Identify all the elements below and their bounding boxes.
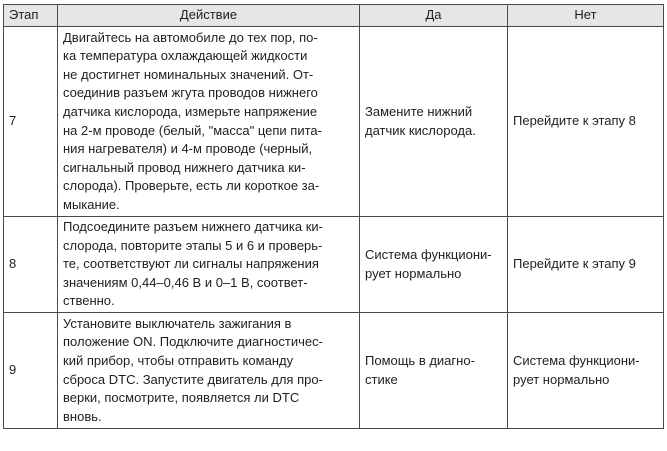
action-cell xyxy=(58,27,360,217)
no-cell xyxy=(508,27,664,217)
yes-cell xyxy=(360,217,508,313)
step-cell: 7 xyxy=(4,27,58,217)
action-line: кий прибор, чтобы отправить команду xyxy=(63,352,294,368)
action-line: верки, посмотрите, появляется ли DTC xyxy=(63,390,300,406)
action-line: Двигайтесь на автомобиле до тех пор, по- xyxy=(63,29,318,45)
header-action: Действие xyxy=(58,5,360,27)
no-line: Перейдите к этапу 9 xyxy=(513,256,636,272)
yes-line: Система функциони- xyxy=(365,246,492,262)
action-cell xyxy=(58,313,360,429)
table-row xyxy=(4,27,664,217)
action-line: ственно. xyxy=(63,293,115,309)
action-line: не достигнет номинальных значений. От- xyxy=(63,66,314,82)
no-line: рует нормально xyxy=(513,371,610,387)
action-line: слорода). Проверьте, есть ли короткое за- xyxy=(63,178,320,194)
yes-line: рует нормально xyxy=(365,265,462,281)
action-line: те, соответствуют ли сигналы напряжения xyxy=(63,256,319,272)
yes-line: Замените нижний xyxy=(365,103,473,119)
action-line: Установите выключатель зажигания в xyxy=(63,315,292,331)
yes-line: Помощь в диагно- xyxy=(365,352,475,368)
action-line: ка температура охлаждающей жидкости xyxy=(63,48,308,64)
action-line: положение ON. Подключите диагностичес- xyxy=(63,334,323,350)
no-cell xyxy=(508,217,664,313)
action-line: ния нагревателя) и 4-м проводе (черный, xyxy=(63,141,313,157)
action-line: мыкание. xyxy=(63,196,120,212)
yes-line: датчик кислорода. xyxy=(365,122,476,138)
header-step: Этап xyxy=(4,5,58,27)
action-line: на 2-м проводе (белый, "масса" цепи пита- xyxy=(63,122,322,138)
no-cell xyxy=(508,313,664,429)
yes-line: стике xyxy=(365,371,398,387)
header-yes: Да xyxy=(360,5,508,27)
action-line: соединив разъем жгута проводов нижнего xyxy=(63,85,318,101)
action-line: сигнальный провод нижнего датчика ки- xyxy=(63,159,306,175)
no-line: Система функциони- xyxy=(513,352,640,368)
action-cell xyxy=(58,217,360,313)
header-no: Нет xyxy=(508,5,664,27)
action-line: Подсоедините разъем нижнего датчика ки- xyxy=(63,219,323,235)
header-row xyxy=(4,5,664,27)
table-row xyxy=(4,313,664,429)
action-line: значениям 0,44–0,46 В и 0–1 В, соответ- xyxy=(63,274,308,290)
yes-cell xyxy=(360,313,508,429)
action-line: датчика кислорода, измерьте напряжение xyxy=(63,103,318,119)
step-cell: 8 xyxy=(4,217,58,313)
action-line: слорода, повторите этапы 5 и 6 и проверь- xyxy=(63,237,323,253)
no-line: Перейдите к этапу 8 xyxy=(513,113,636,129)
yes-cell xyxy=(360,27,508,217)
diagnostic-table xyxy=(3,4,664,429)
step-cell: 9 xyxy=(4,313,58,429)
action-line: сброса DTC. Запустите двигатель для про- xyxy=(63,371,323,387)
action-line: вновь. xyxy=(63,408,102,424)
table-row xyxy=(4,217,664,313)
